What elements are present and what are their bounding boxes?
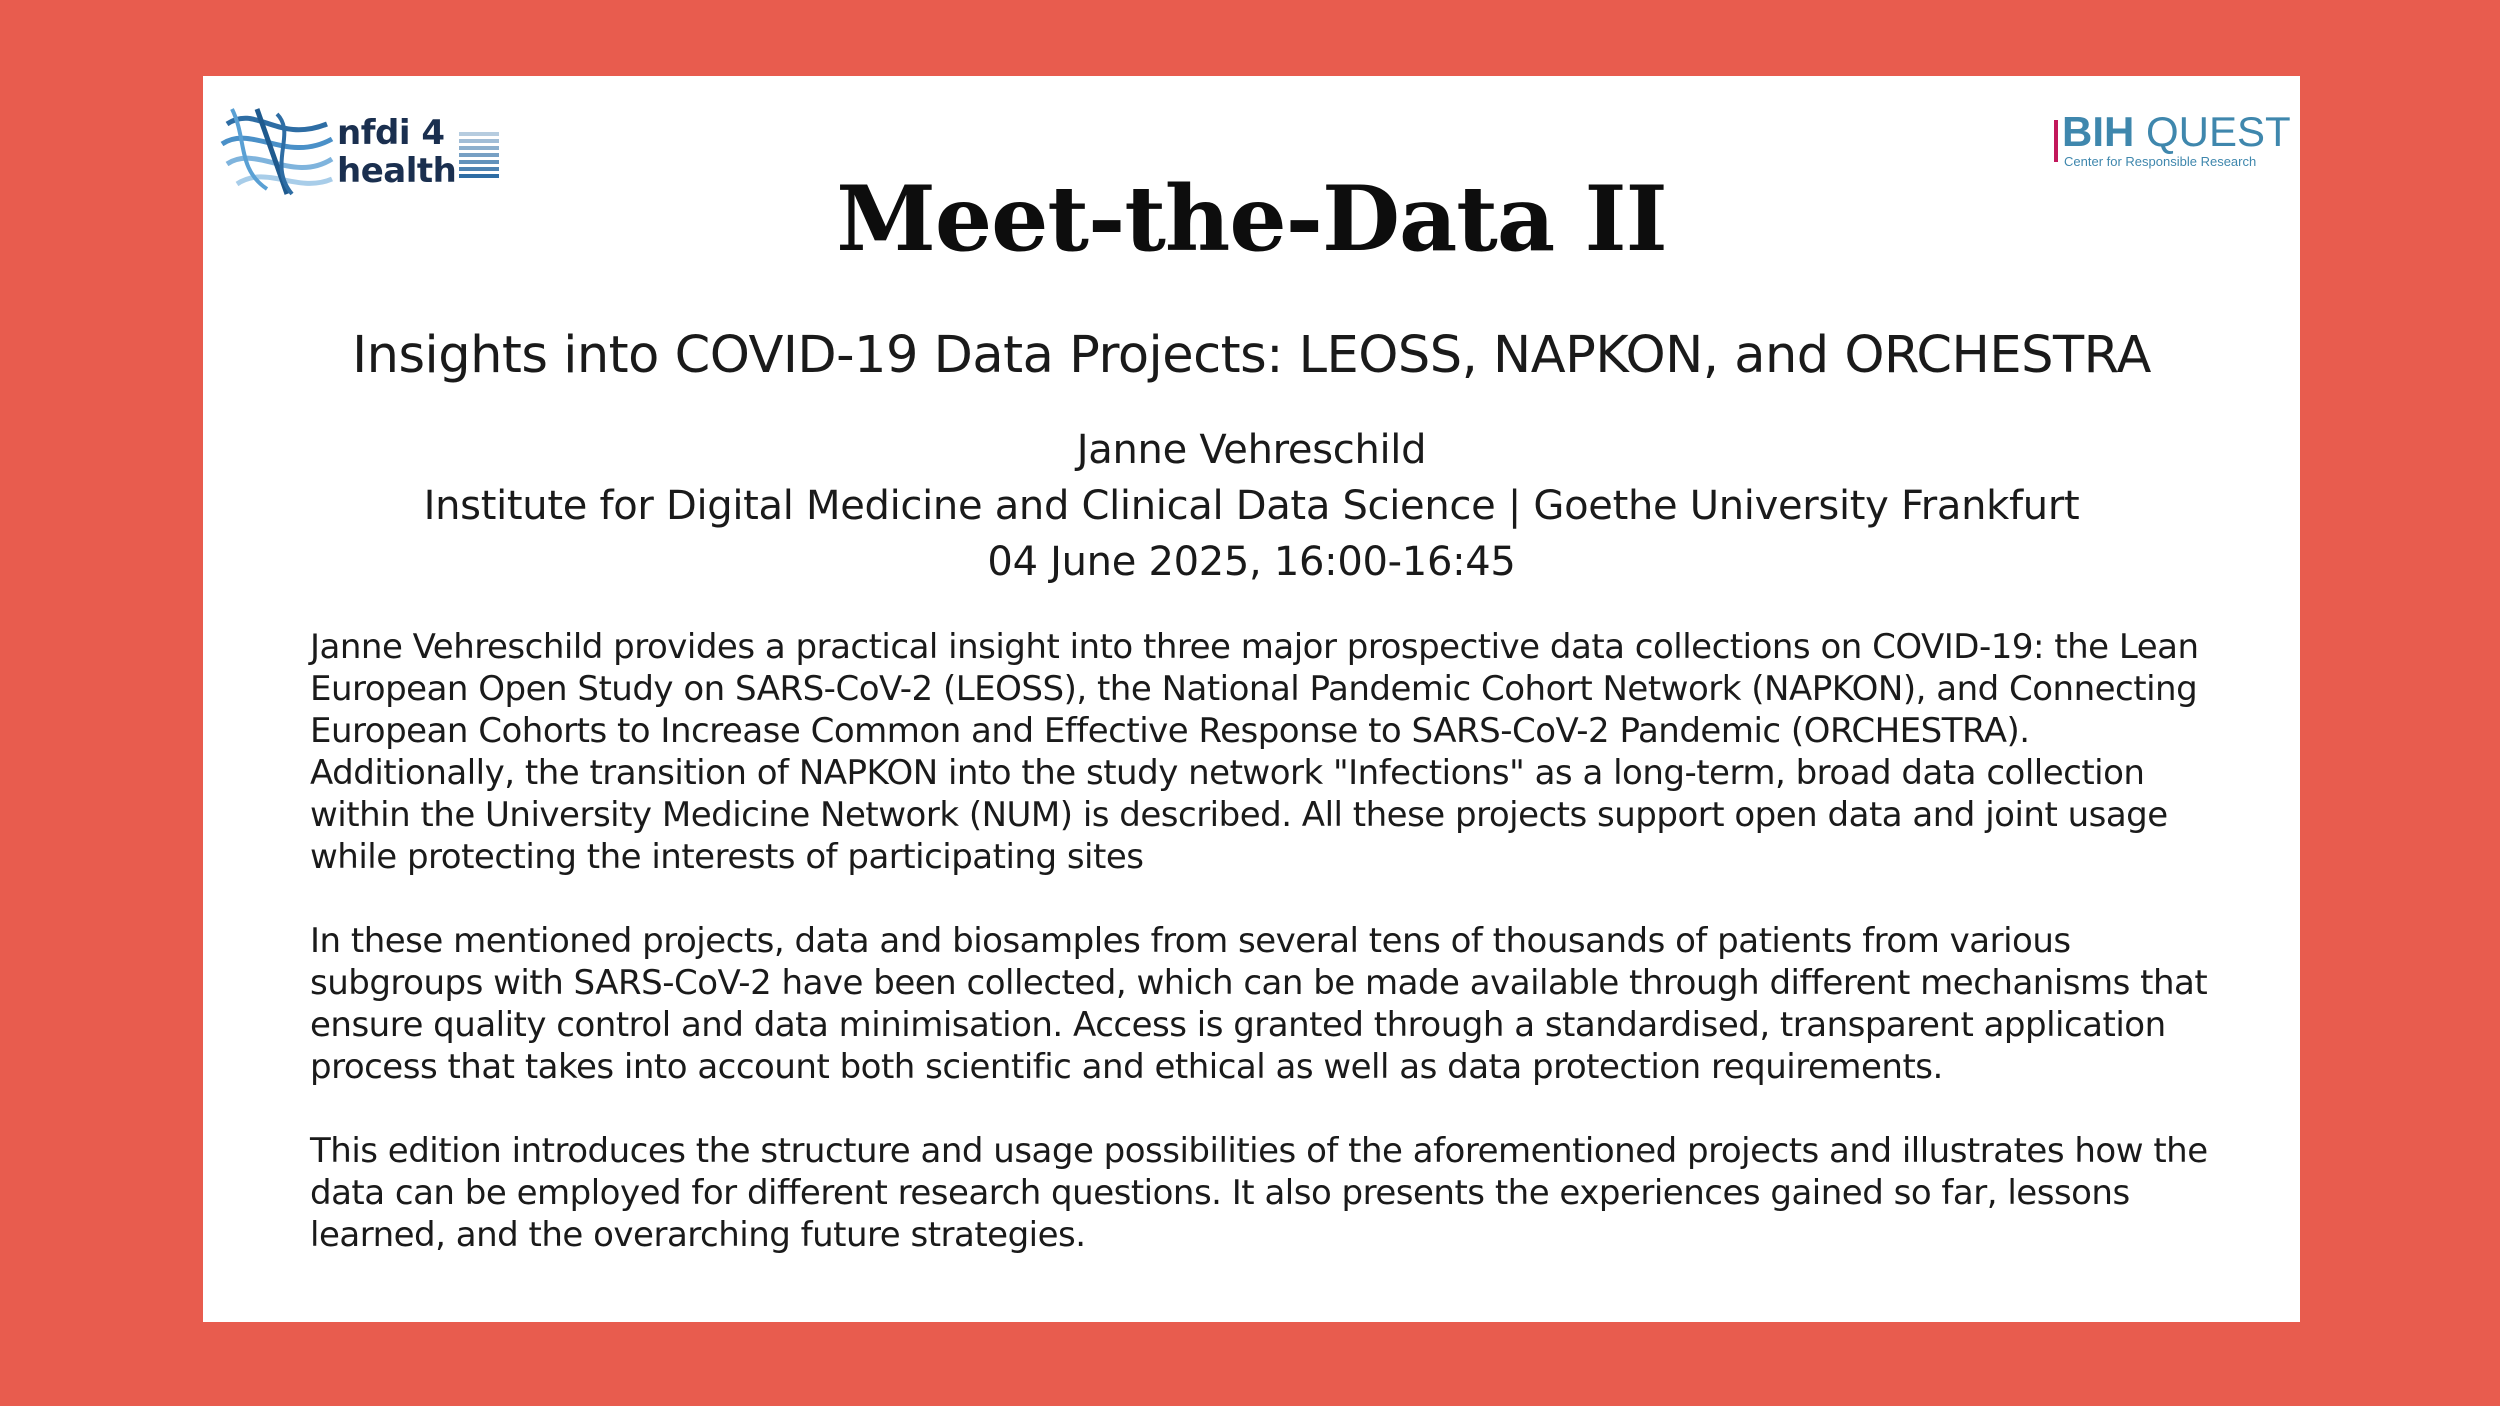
page-subtitle: Insights into COVID-19 Data Projects: LEOSS, NAPKON, and ORCHESTRA	[352, 326, 2151, 385]
speaker-name: Janne Vehreschild	[1076, 427, 1427, 473]
description-paragraph: Janne Vehreschild provides a practical insight into three major prospective data collections on COVID-19: the Lean European Open Study on SARS-CoV-2 (LEOSS), the National Pandemic Cohort Network (NAPKON), and Connecting European Cohorts to Increase Common and Effective Response to SARS-CoV-2 Pandemic (ORCHESTRA). Additionally, the transition of NAPKON into the study network "Infections" as a long-term, broad data collection within the University Medicine Network (NUM) is described. All these projects support open data and joint usage while protecting the interests of participating sites	[310, 627, 2199, 877]
event-datetime: 04 June 2025, 16:00-16:45	[987, 539, 1516, 585]
bih-accent-bar	[2054, 120, 2058, 162]
speaker-info	[203, 422, 2300, 590]
description	[310, 626, 2210, 1298]
speaker-affiliation: Institute for Digital Medicine and Clinical Data Science | Goethe University Frankfurt	[423, 483, 2080, 529]
description-paragraph: In these mentioned projects, data and biosamples from several tens of thousands of patients from various subgroups with SARS-CoV-2 have been collected, which can be made available through different mechanisms that ensure quality control and data minimisation. Access is granted through a standardised, transparent application process that takes into account both scientific and ethical as well as data protection requirements.	[310, 921, 2208, 1087]
event-card	[203, 76, 2300, 1322]
page-title: Meet-the-Data II	[836, 166, 1667, 272]
nfdi4health-wordmark: nfdi 4 health	[337, 113, 457, 191]
bih-quest-logo	[2054, 108, 2291, 172]
bih-quest-wordmark: BIH QUEST	[2062, 108, 2291, 155]
description-paragraph: This edition introduces the structure and usage possibilities of the aforementioned projects and illustrates how the data can be employed for different research questions. It also presents the experiences gained so far, lessons learned, and the overarching future strategies.	[310, 1131, 2208, 1255]
bih-quest-tagline: Center for Responsible Research	[2064, 154, 2257, 169]
